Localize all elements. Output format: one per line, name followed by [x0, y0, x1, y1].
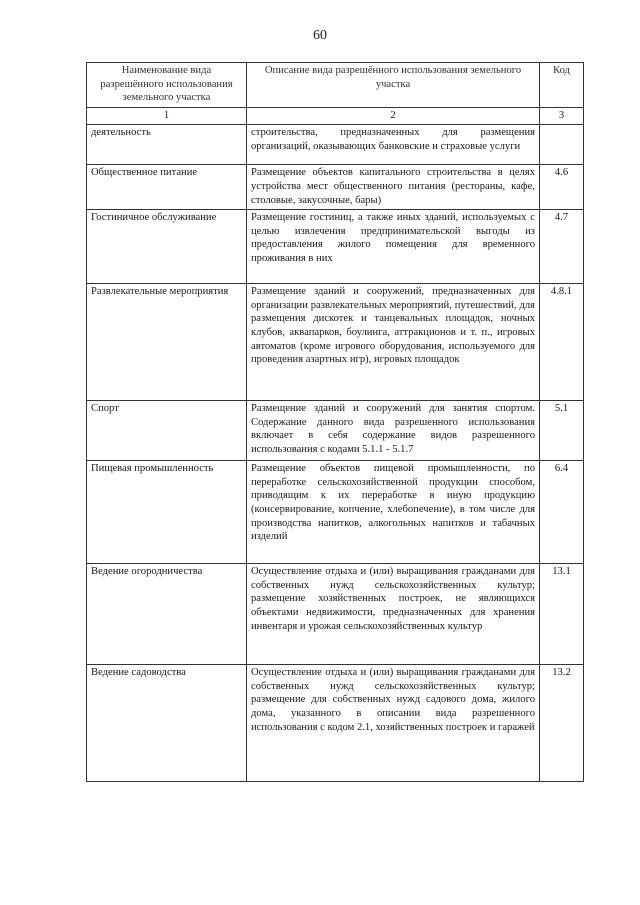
- table-row: [87, 461, 584, 564]
- row-name: Ведение огородничества: [87, 564, 247, 665]
- row-code: 6.4: [540, 461, 584, 564]
- table-row: [87, 210, 584, 284]
- row-code: 4.8.1: [540, 284, 584, 401]
- row-description: Размещение зданий и сооружений для занятия спортом. Содержание данного вида разрешенного использования включает в себя содержание видов разрешенного использования с кодами 5.1.1 - 5.1.7: [247, 401, 540, 461]
- row-name: деятельность: [87, 125, 247, 165]
- column-number: 1: [87, 107, 247, 125]
- row-name: Спорт: [87, 401, 247, 461]
- row-description: строительства, предназначенных для размещения организаций, оказывающих банковские и страховые услуги: [247, 125, 540, 165]
- row-description: Размещение объектов пищевой промышленности, по переработке сельскохозяйственной продукции способом, приводящим к их переработке в иную продукцию (консервирование, копчение, хлебопечение), в том числе для производства напитков, алкогольных напитков и табачных изделий: [247, 461, 540, 564]
- row-code: 4.6: [540, 165, 584, 210]
- row-name: Ведение садоводства: [87, 665, 247, 782]
- table-row: [87, 564, 584, 665]
- table-row: [87, 125, 584, 165]
- row-code: 5.1: [540, 401, 584, 461]
- column-number: 3: [540, 107, 584, 125]
- table-header-row: [87, 63, 584, 108]
- table-row: [87, 165, 584, 210]
- row-name: Пищевая промышленность: [87, 461, 247, 564]
- row-name: Общественное питание: [87, 165, 247, 210]
- row-description: Размещение гостиниц, а также иных зданий, используемых с целью извлечения предпринимательской выгоды из предоставления жилого помещения для временного проживания в них: [247, 210, 540, 284]
- row-description: Осуществление отдыха и (или) выращивания гражданами для собственных нужд сельскохозяйственных культур; размещение для собственных нужд садового дома, жилого дома, указанного в описании вида разрешенного использования с кодом 2.1, хозяйственных построек и гаражей: [247, 665, 540, 782]
- table-row: [87, 665, 584, 782]
- header-description: Описание вида разрешённого использования земельного участка: [247, 63, 540, 108]
- row-code: [540, 125, 584, 165]
- row-code: 13.2: [540, 665, 584, 782]
- page-number: 60: [313, 28, 327, 43]
- row-name: Развлекательные мероприятия: [87, 284, 247, 401]
- header-code: Код: [540, 63, 584, 108]
- row-code: 4.7: [540, 210, 584, 284]
- table-row: [87, 284, 584, 401]
- land-use-table: [86, 62, 584, 782]
- row-description: Размещение зданий и сооружений, предназначенных для организации развлекательных мероприятий, путешествий, для размещения дискотек и танцевальных площадок, ночных клубов, аквапарков, боулинга, аттракционов и т. п., игровых автоматов (кроме игрового оборудования, используемого для проведения азартных игр), игровых площадок: [247, 284, 540, 401]
- row-name: Гостиничное обслуживание: [87, 210, 247, 284]
- header-name: Наименование вида разрешённого использования земельного участка: [87, 63, 247, 108]
- column-number: 2: [247, 107, 540, 125]
- table-row: [87, 401, 584, 461]
- row-description: Размещение объектов капитального строительства в целях устройства мест общественного питания (рестораны, кафе, столовые, закусочные, бары): [247, 165, 540, 210]
- row-description: Осуществление отдыха и (или) выращивания гражданами для собственных нужд сельскохозяйственных культур; размещение хозяйственных построек, не являющихся объектами недвижимости, предназначенных для хранения инвентаря и урожая сельскохозяйственных культур: [247, 564, 540, 665]
- column-number-row: [87, 107, 584, 125]
- row-code: 13.1: [540, 564, 584, 665]
